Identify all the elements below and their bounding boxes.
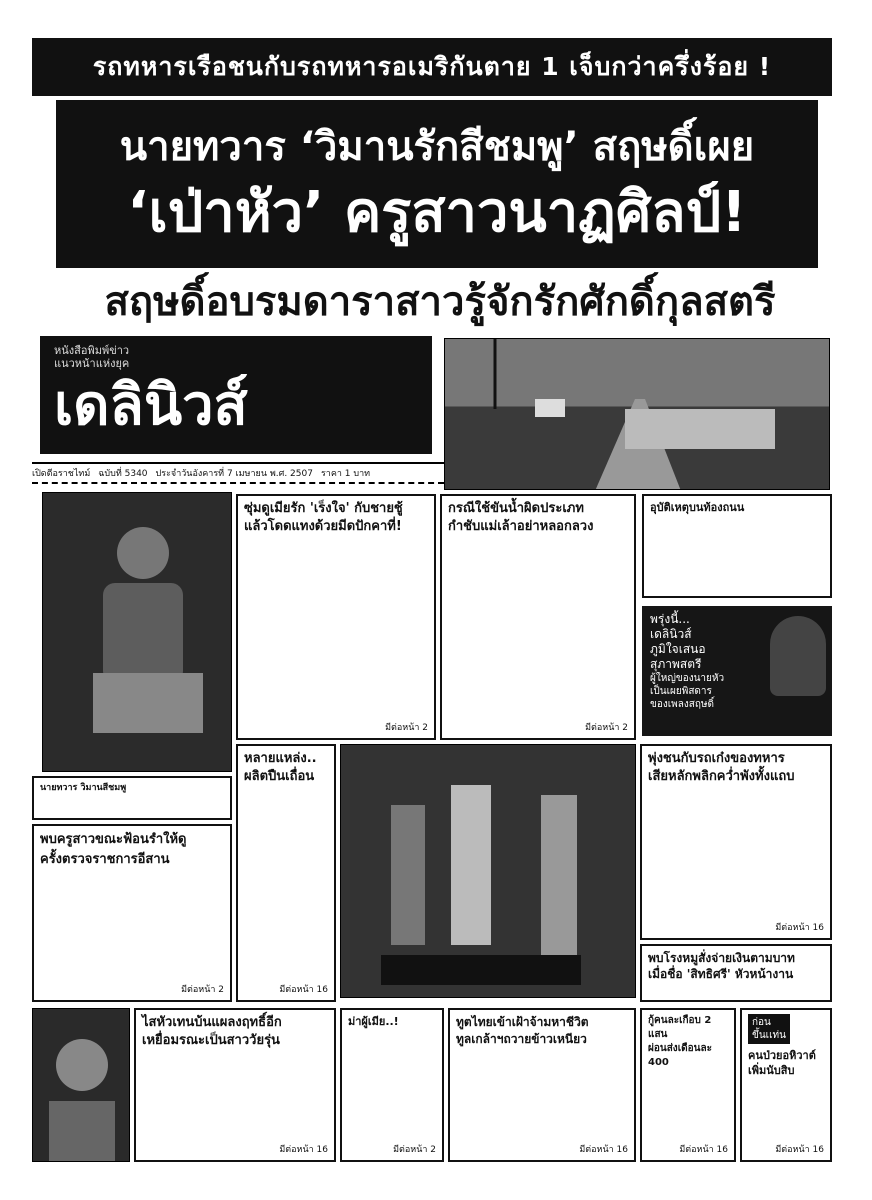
article-knife-title2: แล้วโดดแทงด้วยมีดปักคาที่! (244, 519, 402, 534)
article-road-accident (642, 494, 832, 598)
article-madam-title1: กรณีใช้ขันน้ำผิดประเภท (448, 501, 584, 516)
article-loan-page: มีต่อหน้า 16 (679, 1145, 728, 1155)
article-military-crash (640, 744, 832, 940)
article-teen-page: มีต่อหน้า 16 (279, 1145, 328, 1155)
article-hog-title1: พบโรงหมูสั่งจ่ายเงินตามบาท (648, 951, 795, 965)
photo-caption-title: นายทวาร วิมานสีชมพู (40, 783, 127, 793)
article-hog-title2: เมื่อชื่อ 'สิทธิศรี' หัวหน้างาน (648, 967, 794, 981)
article-husband-title: ม่าผู้เมีย..! (348, 1015, 399, 1028)
promo-line7: ของเพลงสฤษดิ์ (650, 699, 714, 710)
article-dance-page: มีต่อหน้า 2 (181, 985, 224, 995)
masthead-tagline2: แนวหน้าแห่งยุค (54, 357, 130, 370)
article-hog-plant (640, 944, 832, 1002)
article-cholera-title2: เพิ่มนับสิบ (748, 1064, 795, 1077)
info-issue: ฉบับที่ 5340 (98, 469, 148, 479)
promo-line3: ภูมิใจเสนอ (650, 642, 706, 656)
article-loan (640, 1008, 736, 1162)
article-guns-title1: หลายแหล่ง.. (244, 751, 317, 766)
article-dance-teacher (32, 824, 232, 1002)
article-crash-title1: พุ่งชนกับรถเก๋งของทหาร (648, 751, 785, 766)
road-scene-graphic (445, 339, 830, 490)
issue-info-bar (32, 462, 444, 484)
article-teen-victim (134, 1008, 336, 1162)
woman-portrait (770, 616, 826, 696)
promo-line5: ผู้ใหญ่ของนายหัว (650, 673, 725, 684)
man-photo (42, 492, 232, 772)
article-loan-title1: กู้คนละเกือบ 2 แสน (648, 1015, 712, 1040)
article-teen-title1: ไสหัวเทนบ้นแผลงฤทธิ์อีก (142, 1015, 282, 1030)
cholera-badge-line1: ก่อน (752, 1017, 771, 1028)
article-teen-title2: เหยื่อมรณะเป็นสาววัยรุ่น (142, 1033, 280, 1048)
cholera-badge (748, 1014, 790, 1044)
promo-line4: สุภาพสตรี (650, 657, 702, 671)
article-road-title: อุบัติเหตุบนท้องถนน (650, 501, 745, 514)
article-husband-page: มีต่อหน้า 2 (393, 1145, 436, 1155)
info-left: เปิดตีอราชไทม์ (32, 469, 91, 479)
article-cholera-title1: คนป่วยอหิวาต์ (748, 1049, 816, 1062)
article-knife-title1: ซุ่มดูเมียรัก 'เร็งใจ' กับชายชู้ (244, 501, 403, 516)
main-headline-line1: นายทวาร ‘วิมานรักสีชมพู’ สฤษดิ์เผย (119, 124, 755, 170)
info-price: ราคา 1 บาท (320, 469, 371, 479)
article-envoy-title1: ทูตไทยเข้าเฝ้าจ้ามหาชีวิต (456, 1015, 589, 1029)
article-crash-page: มีต่อหน้า 16 (775, 923, 824, 933)
young-woman-photo (32, 1008, 130, 1162)
sub-headline: สฤษดิ์อบรมดาราสาวรู้จักรักศักดิ์กุลสตรี (104, 279, 776, 325)
article-madam-warning (440, 494, 636, 740)
road-accident-photo (444, 338, 830, 490)
promo-line2: เดลินิวส์ (650, 627, 692, 641)
article-loan-title2: ผ่อนส่งเดือนละ 400 (648, 1043, 712, 1068)
article-dance-title2: ครั้งตรวจราชการอีสาน (40, 852, 170, 867)
article-husband-wife (340, 1008, 444, 1162)
masthead (40, 336, 432, 454)
article-guns-page: มีต่อหน้า 16 (279, 985, 328, 995)
promo-line1: พรุ่งนี้... (650, 612, 690, 626)
article-dance-title1: พบครูสาวขณะฟ้อนรำให้ดู (40, 832, 187, 847)
masthead-tagline1: หนังสือพิมพ์ข่าว (54, 344, 130, 357)
article-guns-title2: ผลิตปืนเถื่อน (244, 769, 315, 784)
promo-line6: เป็นเผยพิสดาร (650, 686, 712, 697)
article-cholera-page: มีต่อหน้า 16 (775, 1145, 824, 1155)
article-thai-envoy (448, 1008, 636, 1162)
masthead-name: เดลินิวส์ (54, 372, 248, 438)
man-figure-graphic (43, 493, 232, 772)
cholera-badge-line2: ขึ้นเเท่น (752, 1030, 786, 1041)
article-knife-page: มีต่อหน้า 2 (385, 723, 428, 733)
article-knife-attack (236, 494, 436, 740)
article-envoy-page: มีต่อหน้า 16 (579, 1145, 628, 1155)
article-illegal-guns (236, 744, 336, 1002)
article-crash-title2: เสียหลักพลิกคว่ำพังทั้งแถบ (648, 769, 795, 784)
crime-scene-photo (340, 744, 636, 998)
article-envoy-title2: ทูลเกล้าฯถวายข้าวเหนียว (456, 1032, 587, 1046)
main-headline (56, 100, 818, 268)
info-date: ประจำวันอังคารที่ 7 เมษายน พ.ศ. 2507 (155, 469, 313, 479)
article-madam-page: มีต่อหน้า 2 (585, 723, 628, 733)
main-headline-line2: ‘เป่าหัว’ ครูสาวนาฏศิลป์! (127, 180, 747, 245)
crime-scene-graphic (341, 745, 636, 998)
promo-box (642, 606, 832, 736)
top-headline: รถทหารเรือชนกับรถทหารอเมริกันตาย 1 เจ็บกว่าครึ่งร้อย ! (32, 38, 832, 96)
photo-caption-box (32, 776, 232, 820)
article-cholera (740, 1008, 832, 1162)
young-woman-graphic (33, 1009, 130, 1162)
article-madam-title2: กำชับแม่เล้าอย่าหลอกลวง (448, 519, 594, 534)
